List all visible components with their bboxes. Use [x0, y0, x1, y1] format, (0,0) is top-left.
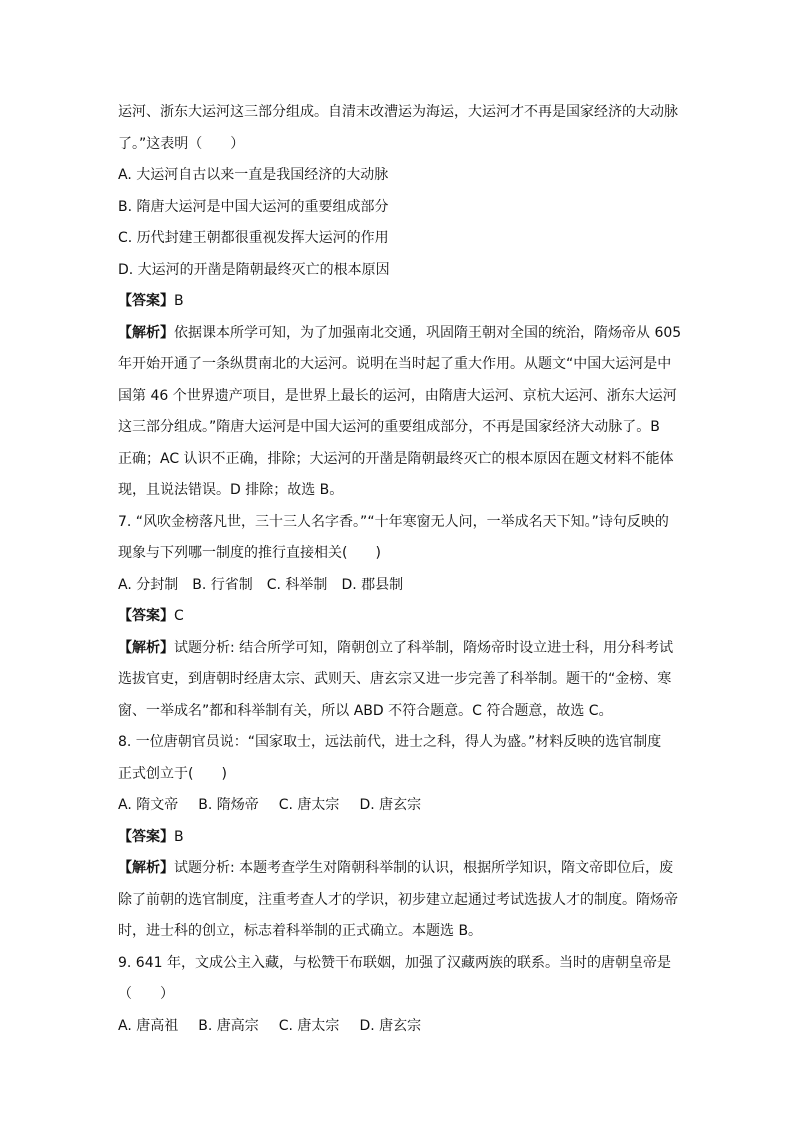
answer-value: B — [174, 828, 184, 845]
q7-analysis-line-3: 窗、一举成名”都和科举制有关，所以 ABD 不符合题意。C 符合题意，故选 C。 — [118, 702, 613, 719]
q6-option-c: C. 历代封建王朝都很重视发挥大运河的作用 — [118, 230, 389, 246]
q9-option-b: B. 唐高宗 — [198, 1017, 259, 1034]
q6-option-d: D. 大运河的开凿是隋朝最终灭亡的根本原因 — [118, 261, 390, 278]
q8-options — [118, 790, 678, 822]
answer-tag: 【答案】 — [118, 828, 174, 845]
document-page — [118, 97, 682, 1042]
q9-options — [118, 1011, 678, 1043]
q7-analysis-line-1 — [118, 633, 678, 665]
q6-analysis-line-2: 年开始开通了一条纵贯南北的大运河。说明在当时起了重大作用。从题文“中国大运河是中 — [118, 356, 672, 372]
q9-stem-line-2: （ ） — [118, 986, 174, 1002]
q6-option-a: A. 大运河自古以来一直是我国经济的大动脉 — [118, 167, 389, 183]
answer-tag: 【答案】 — [118, 608, 174, 624]
q9-option-c: C. 唐太宗 — [278, 1017, 340, 1034]
analysis-text: 试题分析: 结合所学可知，隋朝创立了科举制，隋炀帝时设立进士科，用分科考试 — [174, 639, 674, 656]
q6-analysis-line-6: 现，且说法错误。D 排除；故选 B。 — [118, 482, 344, 498]
q8-option-d: D. 唐玄宗 — [359, 797, 422, 813]
q7-analysis-line-2: 选拔官吏，到唐朝时经唐太宗、武则天、唐玄宗又进一步完善了科举制。题干的“金榜、寒 — [118, 671, 672, 687]
q8-option-c: C. 唐太宗 — [278, 797, 340, 813]
q6-analysis-line-5: 正确；AC 认识不正确，排除；大运河的开凿是隋朝最终灭亡的根本原因在题文材料不能体 — [118, 450, 674, 467]
q8-analysis-line-3: 时，进士科的创立，标志着科举制的正式确立。本题选 B。 — [118, 923, 483, 939]
q9-stem-line-1: 9. 641 年，文成公主入藏，与松赞干布联姻，加强了汉藏两族的联系。当时的唐朝皇帝是 — [118, 954, 671, 971]
q8-analysis-line-1 — [118, 853, 678, 885]
q8-option-b: B. 隋炀帝 — [198, 797, 259, 813]
q6-analysis-line-1 — [118, 318, 682, 350]
q8-option-a: A. 隋文帝 — [118, 797, 179, 813]
q9-option-d: D. 唐玄宗 — [359, 1017, 422, 1034]
analysis-text: 试题分析: 本题考查学生对隋朝科举制的认识，根据所学知识，隋文帝即位后，废 — [174, 860, 674, 876]
analysis-tag: 【解析】 — [118, 860, 174, 876]
analysis-tag: 【解析】 — [118, 639, 174, 656]
q6-analysis-line-3: 国第 46 个世界遗产项目，是世界上最长的运河，由隋唐大运河、京杭大运河、浙东大运河 — [118, 387, 677, 404]
answer-tag: 【答案】 — [118, 293, 174, 309]
q6-analysis-line-4: 这三部分组成。”隋唐大运河是中国大运河的重要组成部分，不再是国家经济大动脉了。B — [118, 419, 660, 435]
q7-answer — [118, 601, 678, 633]
q8-answer — [118, 822, 678, 854]
q8-stem-line-1: 8. 一位唐朝官员说：“国家取士，远法前代，进士之科，得人为盛。”材料反映的选官制度 — [118, 734, 662, 750]
q7-option-d: D. 郡县制 — [341, 576, 404, 593]
q7-option-c: C. 科举制 — [266, 576, 328, 593]
q6-stem-line-1: 运河、浙东大运河这三部分组成。自清末改漕运为海运，大运河才不再是国家经济的大动脉 — [118, 104, 678, 120]
analysis-text: 依据课本所学可知，为了加强南北交通，巩固隋王朝对全国的统治，隋炀帝从 605 — [174, 324, 682, 341]
q7-option-a: A. 分封制 — [118, 576, 179, 593]
q8-analysis-line-2: 除了前朝的选官制度，注重考查人才的学识，初步建立起通过考试选拔人才的制度。隋炀帝 — [118, 891, 678, 908]
q7-options — [118, 570, 678, 602]
q7-stem-line-1: 7. “风吹金榜落凡世，三十三人名字香。”“十年寒窗无人问，一举成名天下知。”诗句反映的 — [118, 513, 669, 530]
answer-value: C — [174, 608, 184, 624]
q7-stem-line-2: 现象与下列哪一制度的推行直接相关( ) — [118, 545, 381, 561]
q6-answer — [118, 286, 678, 318]
q7-option-b: B. 行省制 — [192, 576, 253, 593]
q6-option-b: B. 隋唐大运河是中国大运河的重要组成部分 — [118, 198, 389, 215]
analysis-tag: 【解析】 — [118, 324, 174, 341]
q6-stem-line-2: 了。”这表明（ ） — [118, 135, 245, 152]
q8-stem-line-2: 正式创立于( ) — [118, 765, 227, 782]
answer-value: B — [174, 293, 184, 309]
q9-option-a: A. 唐高祖 — [118, 1017, 179, 1034]
